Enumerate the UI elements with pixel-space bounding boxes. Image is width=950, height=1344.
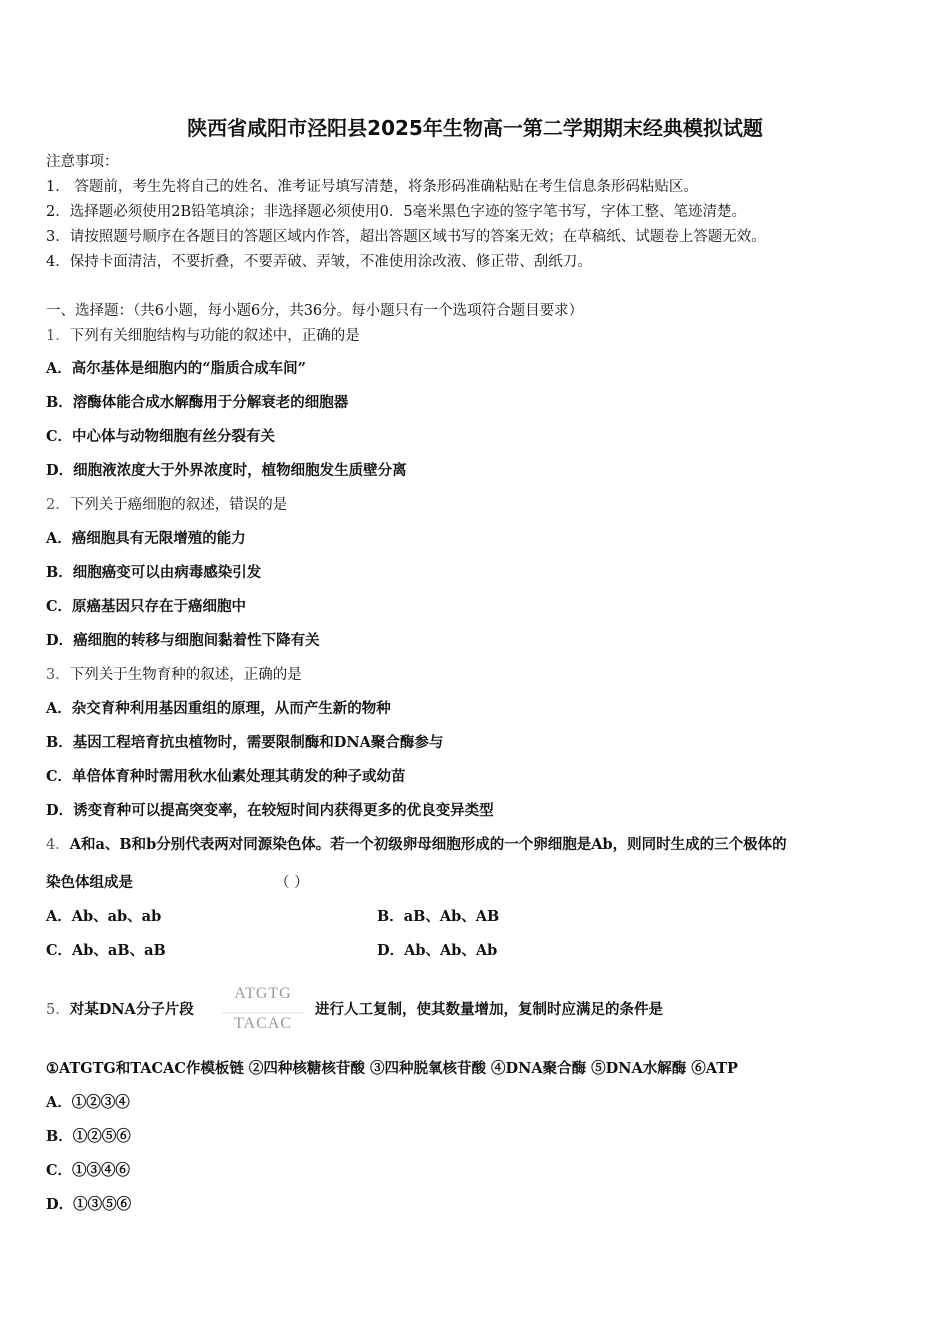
dna-bottom-strand: TACAC [234,1015,292,1032]
question-5-stem [46,1000,194,1020]
answer-parentheses: （ ） [275,875,309,891]
question-text: 下列有关细胞结构与功能的叙述中，正确的是 [69,328,360,344]
question-2-stem [46,495,287,515]
question-text: A和a、B和b分别代表两对同源染色体。若一个初级卵母细胞形成的一个卵细胞是Ab，则同时生成的三个极体的 [69,836,787,853]
q3-option-c: C．单倍体育种时需用秋水仙素处理其萌发的种子或幼苗 [46,768,406,785]
q4-option-a: A．Ab、ab、ab [46,908,162,925]
q5-option-d: D．①③⑤⑥ [46,1196,132,1213]
q5-conditions: ①ATGTG和TACAC作模板链 ②四种核糖核苷酸 ③四种脱氧核苷酸 ④DNA聚合酶 ⑤DNA水解酶 ⑥ATP [46,1060,738,1077]
question-number: 5． [46,1002,70,1018]
notes-heading: 注意事项： [46,154,119,170]
q2-option-b: B．细胞癌变可以由病毒感染引发 [46,564,262,581]
question-1-stem [46,326,360,346]
question-number: 1． [46,328,70,344]
note-item-2: 2．选择题必须使用2B铅笔填涂；非选择题必须使用0．5毫米黑色字迹的签字笔书写，字体工整、笔迹清楚。 [46,204,747,220]
q1-option-d: D．细胞液浓度大于外界浓度时，植物细胞发生质壁分离 [46,462,407,479]
q4-option-b: B．aB、Ab、AB [377,908,500,925]
question-text: 下列关于癌细胞的叙述，错误的是 [69,497,288,513]
q5-option-a: A．①②③④ [46,1094,130,1111]
note-item-1: 1． 答题前，考生先将自己的姓名、准考证号填写清楚，将条形码准确粘贴在考生信息条形码粘贴区。 [46,179,698,195]
question-text-pre: 对某DNA分子片段 [69,1001,194,1018]
q2-option-d: D．癌细胞的转移与细胞间黏着性下降有关 [46,632,320,649]
q3-option-a: A．杂交育种利用基因重组的原理，从而产生新的物种 [46,700,391,717]
page-title: 陕西省咸阳市泾阳县2025年生物高一第二学期期末经典模拟试题 [187,116,763,140]
q2-option-c: C．原癌基因只存在于癌细胞中 [46,598,247,615]
q1-option-b: B．溶酶体能合成水解酶用于分解衰老的细胞器 [46,394,349,411]
note-item-4: 4．保持卡面清洁，不要折叠，不要弄破、弄皱，不准使用涂改液、修正带、刮纸刀。 [46,254,592,270]
q4-option-d: D．Ab、Ab、Ab [377,942,498,959]
dna-top-strand: ATGTG [234,985,292,1002]
q3-option-d: D．诱变育种可以提高突变率，在较短时间内获得更多的优良变异类型 [46,802,494,819]
q5-option-c: C．①③④⑥ [46,1162,131,1179]
question-4-stem [46,835,787,855]
question-text: 染色体组成是 [46,874,133,891]
q4-option-c: C．Ab、aB、aB [46,942,166,959]
q2-option-a: A．癌细胞具有无限增殖的能力 [46,530,246,547]
question-number: 3． [46,667,70,683]
note-item-3: 3．请按照题号顺序在各题目的答题区域内作答，超出答题区域书写的答案无效；在草稿纸、试题卷上答题无效。 [46,229,766,245]
q5-option-b: B．①②⑤⑥ [46,1128,131,1145]
question-5-stem-post: 进行人工复制，使其数量增加，复制时应满足的条件是 [315,1001,663,1018]
q1-option-c: C．中心体与动物细胞有丝分裂有关 [46,428,276,445]
q3-option-b: B．基因工程培育抗虫植物时，需要限制酶和DNA聚合酶参与 [46,734,444,751]
question-number: 4． [46,837,70,853]
question-number: 2． [46,497,70,513]
question-3-stem [46,665,302,685]
q1-option-a: A．高尔基体是细胞内的“脂质合成车间” [46,360,306,377]
section-heading: 一、选择题：（共6小题，每小题6分，共36分。每小题只有一个选项符合题目要求） [46,303,584,319]
dna-fragment-figure [218,976,308,1034]
question-4-stem-continued [46,873,133,893]
question-text: 下列关于生物育种的叙述，正确的是 [69,667,302,683]
